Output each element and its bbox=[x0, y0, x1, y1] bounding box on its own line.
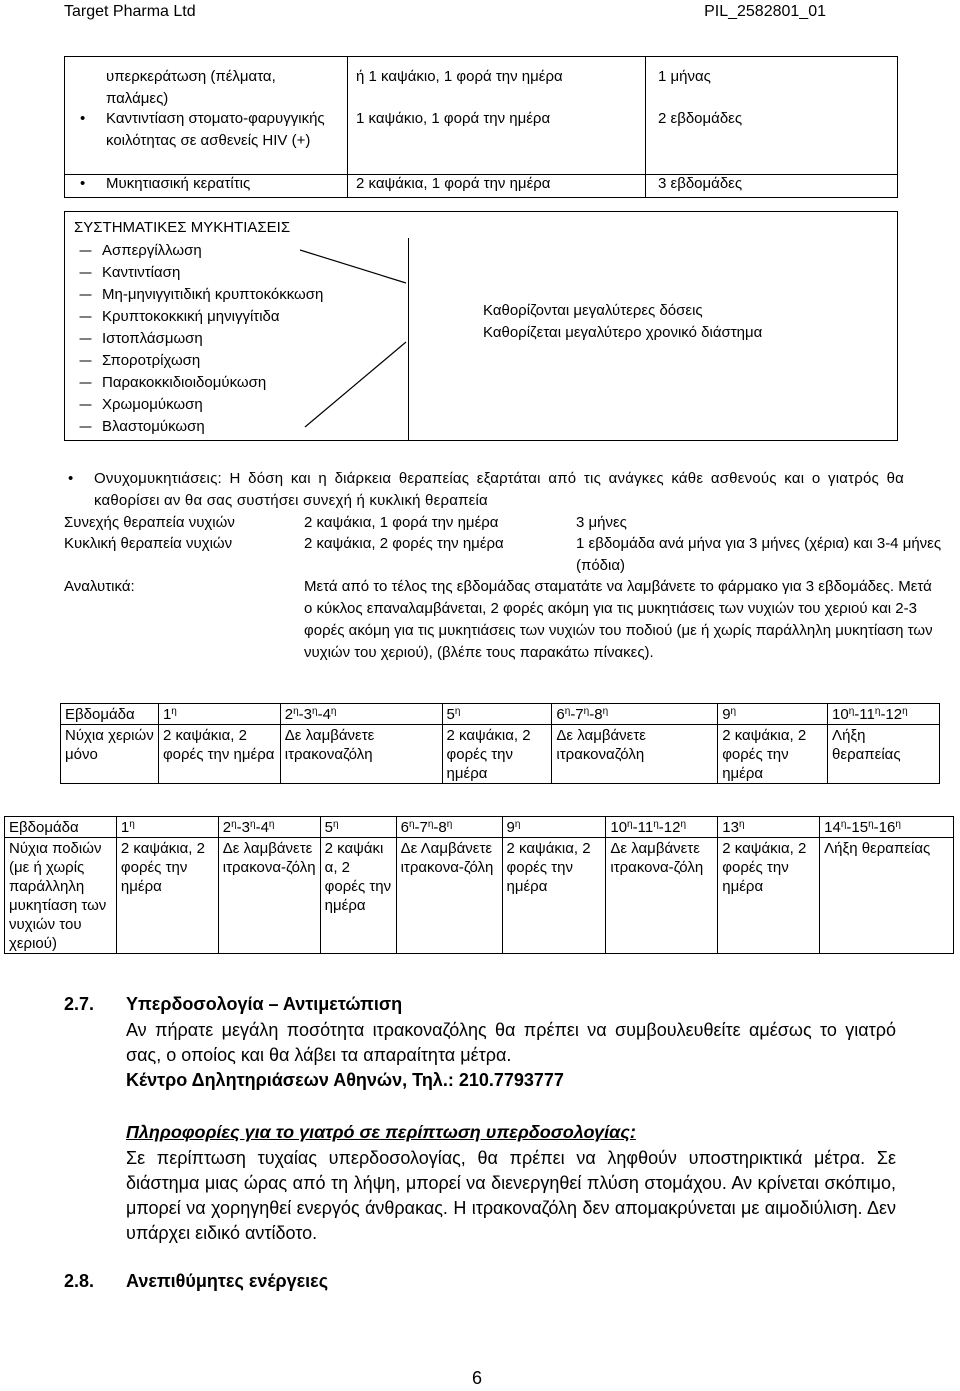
cyclic-dose: 2 καψάκια, 2 φορές την ημέρα bbox=[304, 535, 504, 552]
systemic-item: — Χρωμομύκωση bbox=[102, 394, 323, 416]
doctor-info-title: Πληροφορίες για το γιατρό σε περίπτωση υπερδοσολογίας: bbox=[126, 1122, 636, 1142]
row-label: Νύχια ποδιών (με ή χωρίς παράλληλη μυκητίαση των νυχιών του χεριού) bbox=[5, 838, 117, 954]
table-row bbox=[61, 725, 940, 784]
table-cell: 2 καψάκια, 2 φορές την ημέρα bbox=[718, 725, 828, 784]
note-larger-doses: Καθορίζονται μεγαλύτερες δόσεις bbox=[483, 302, 703, 319]
poison-center: Κέντρο Δηλητηριάσεων Αθηνών, Τηλ.: 210.7793777 bbox=[126, 1070, 564, 1090]
duration-hyperkeratosis: 1 μήνας bbox=[658, 68, 711, 85]
table-cell: Δε λαμβάνετε ιτρακοναζόλη bbox=[552, 725, 718, 784]
table-cell: 2 καψάκια, 2 φορές την ημέρα bbox=[442, 725, 552, 784]
indication-keratitis: • Μυκητιασική κερατίτις bbox=[106, 173, 250, 195]
table-cell: Δε λαμβάνετε ιτρακοναζόλη bbox=[280, 725, 442, 784]
section-title: Ανεπιθύμητες ενέργειες bbox=[126, 1271, 329, 1291]
section-title: Υπερδοσολογία – Αντιμετώπιση bbox=[126, 994, 403, 1014]
note-longer-duration: Καθορίζεται μεγαλύτερο χρονικό διάστημα bbox=[483, 324, 763, 341]
week-cell: $2^\eta-3^\eta-4^\eta$ bbox=[218, 817, 320, 838]
week-cell: $5^\eta$ bbox=[320, 817, 396, 838]
header-company: Target Pharma Ltd bbox=[64, 3, 196, 20]
dose-candidiasis: 1 καψάκιο, 1 φορά την ημέρα bbox=[356, 110, 551, 127]
dose-keratitis: 2 καψάκια, 1 φορά την ημέρα bbox=[356, 175, 551, 192]
table-cell: Δε λαμβάνετε ιτρακονα-ζόλη bbox=[218, 838, 320, 954]
week-cell: $2^\eta-3^\eta-4^\eta$ bbox=[280, 704, 442, 725]
cyclic-duration: 1 εβδομάδα ανά μήνα για 3 μήνες (χέρια) και 3-4 μήνες (πόδια) bbox=[576, 535, 942, 574]
systemic-item: — Καντιντίαση bbox=[102, 262, 323, 284]
table-row bbox=[5, 817, 954, 838]
week-cell: $9^\eta$ bbox=[502, 817, 606, 838]
section-number: 2.7. bbox=[64, 994, 95, 1014]
duration-candidiasis: 2 εβδομάδες bbox=[658, 110, 743, 127]
continuous-label: Συνεχής θεραπεία νυχιών bbox=[64, 514, 235, 531]
overdose-paragraph: Αν πήρατε μεγάλη ποσότητα ιτρακοναζόλης θα πρέπει να συμβουλευθείτε αμέσως το γιατρό σας, ο οποίος και θα λάβει τα απαραίτητα μέτρα. bbox=[126, 1020, 896, 1065]
systemic-title: ΣΥΣΤΗΜΑΤΙΚΕΣ ΜΥΚΗΤΙΑΣΕΙΣ bbox=[74, 219, 291, 236]
week-cell: $6^\eta-7^\eta-8^\eta$ bbox=[396, 817, 502, 838]
section-number: 2.8. bbox=[64, 1271, 95, 1291]
dose-hyperkeratosis: ή 1 καψάκιο, 1 φορά την ημέρα bbox=[356, 68, 563, 85]
doctor-info-paragraph: Σε περίπτωση τυχαίας υπερδοσολογίας, θα πρέπει να ληφθούν υποστηρικτικά μέτρα. Σε διάστημα μιας ώρας από τη λήψη, μπορεί να διενεργηθεί πλύση στομάχου. Αν κρίνεται σκόπιμο, μπορεί να χορηγηθεί ενεργός άνθρακας. Η ιτρακοναζόλη δεν απομακρύνεται με αιμοδιύλιση. Δεν υπάρχει ειδικό αντίδοτο. bbox=[126, 1148, 896, 1243]
week-label: Εβδομάδα bbox=[5, 817, 117, 838]
table-cell: 2 καψάκια, 2 φορές την ημέρα bbox=[718, 838, 820, 954]
detail-text: Μετά από το τέλος της εβδομάδας σταματάτε να λαμβάνετε το φάρμακο για 3 εβδομάδες. Μετά ο κύκλος επαναλαμβάνεται, 2 φορές ακόμη για τις μυκητιάσεις των νυχιών του χεριού και 2-3 φορές ακόμη για τις μυκητιάσεις των νυχιών του ποδιού (με ή χωρίς παράλληλη μυκητίαση των νυχιών του χεριού), (βλέπε τους παρακάτω πίνακες). bbox=[304, 578, 933, 661]
systemic-item: — Κρυπτοκοκκική μηνιγγίτιδα bbox=[102, 306, 323, 328]
week-cell: $14^\eta-15^\eta-16^\eta$ bbox=[820, 817, 954, 838]
indication-candidiasis: • Καντιντίαση στοματο-φαρυγγικής κοιλότητας σε ασθενείς HIV (+) bbox=[106, 108, 326, 152]
systemic-item: — Σποροτρίχωση bbox=[102, 350, 323, 372]
page-number: 6 bbox=[472, 1368, 483, 1388]
table-cell: Δε Λαμβάνετε ιτρακονα-ζόλη bbox=[396, 838, 502, 954]
table-cell: Λήξη θεραπείας bbox=[828, 725, 940, 784]
week-cell: $10^\eta-11^\eta-12^\eta$ bbox=[828, 704, 940, 725]
feet-schedule-table bbox=[4, 816, 954, 954]
onycho-intro: • Ονυχομυκητιάσεις: Η δόση και η διάρκεια θεραπείας εξαρτάται από τις ανάγκες κάθε ασθενούς και ο γιατρός θα καθορίσει αν θα σας συστήσει συνεχή ή κυκλική θεραπεία bbox=[94, 468, 904, 512]
systemic-item: — Ασπεργίλλωση bbox=[102, 240, 323, 262]
week-label: Εβδομάδα bbox=[61, 704, 159, 725]
systemic-item: — Ιστοπλάσμωση bbox=[102, 328, 323, 350]
continuous-duration: 3 μήνες bbox=[576, 514, 627, 531]
header-doc-id: PIL_2582801_01 bbox=[704, 3, 826, 20]
week-cell: $6^\eta-7^\eta-8^\eta$ bbox=[552, 704, 718, 725]
table-row bbox=[5, 838, 954, 954]
cyclic-label: Κυκλική θεραπεία νυχιών bbox=[64, 535, 233, 552]
systemic-item: — Βλαστομύκωση bbox=[102, 416, 323, 438]
week-cell: $1^\eta$ bbox=[116, 817, 218, 838]
week-cell: $13^\eta$ bbox=[718, 817, 820, 838]
table-cell: 2 καψάκι α, 2 φορές την ημέρα bbox=[320, 838, 396, 954]
table-cell: Δε λαμβάνετε ιτρακονα-ζόλη bbox=[606, 838, 718, 954]
table-cell: 2 καψάκια, 2 φορές την ημέρα bbox=[158, 725, 280, 784]
systemic-item: — Παρακοκκιδιοιδομύκωση bbox=[102, 372, 323, 394]
week-cell: $5^\eta$ bbox=[442, 704, 552, 725]
week-cell: $1^\eta$ bbox=[158, 704, 280, 725]
table-cell: 2 καψάκια, 2 φορές την ημέρα bbox=[502, 838, 606, 954]
table-row bbox=[61, 704, 940, 725]
row-label: Νύχια χεριών μόνο bbox=[61, 725, 159, 784]
systemic-item: — Μη-μηνιγγιτιδική κρυπτοκόκκωση bbox=[102, 284, 323, 306]
week-cell: $10^\eta-11^\eta-12^\eta$ bbox=[606, 817, 718, 838]
continuous-dose: 2 καψάκια, 1 φορά την ημέρα bbox=[304, 514, 499, 531]
hands-schedule-table bbox=[60, 703, 940, 784]
table-cell: 2 καψάκια, 2 φορές την ημέρα bbox=[116, 838, 218, 954]
indication-hyperkeratosis: υπερκεράτωση (πέλματα, παλάμες) bbox=[106, 68, 276, 107]
week-cell: $9^\eta$ bbox=[718, 704, 828, 725]
detail-label: Αναλυτικά: bbox=[64, 578, 135, 595]
table-cell: Λήξη θεραπείας bbox=[820, 838, 954, 954]
duration-keratitis: 3 εβδομάδες bbox=[658, 175, 743, 192]
bracket-lines bbox=[0, 0, 960, 460]
